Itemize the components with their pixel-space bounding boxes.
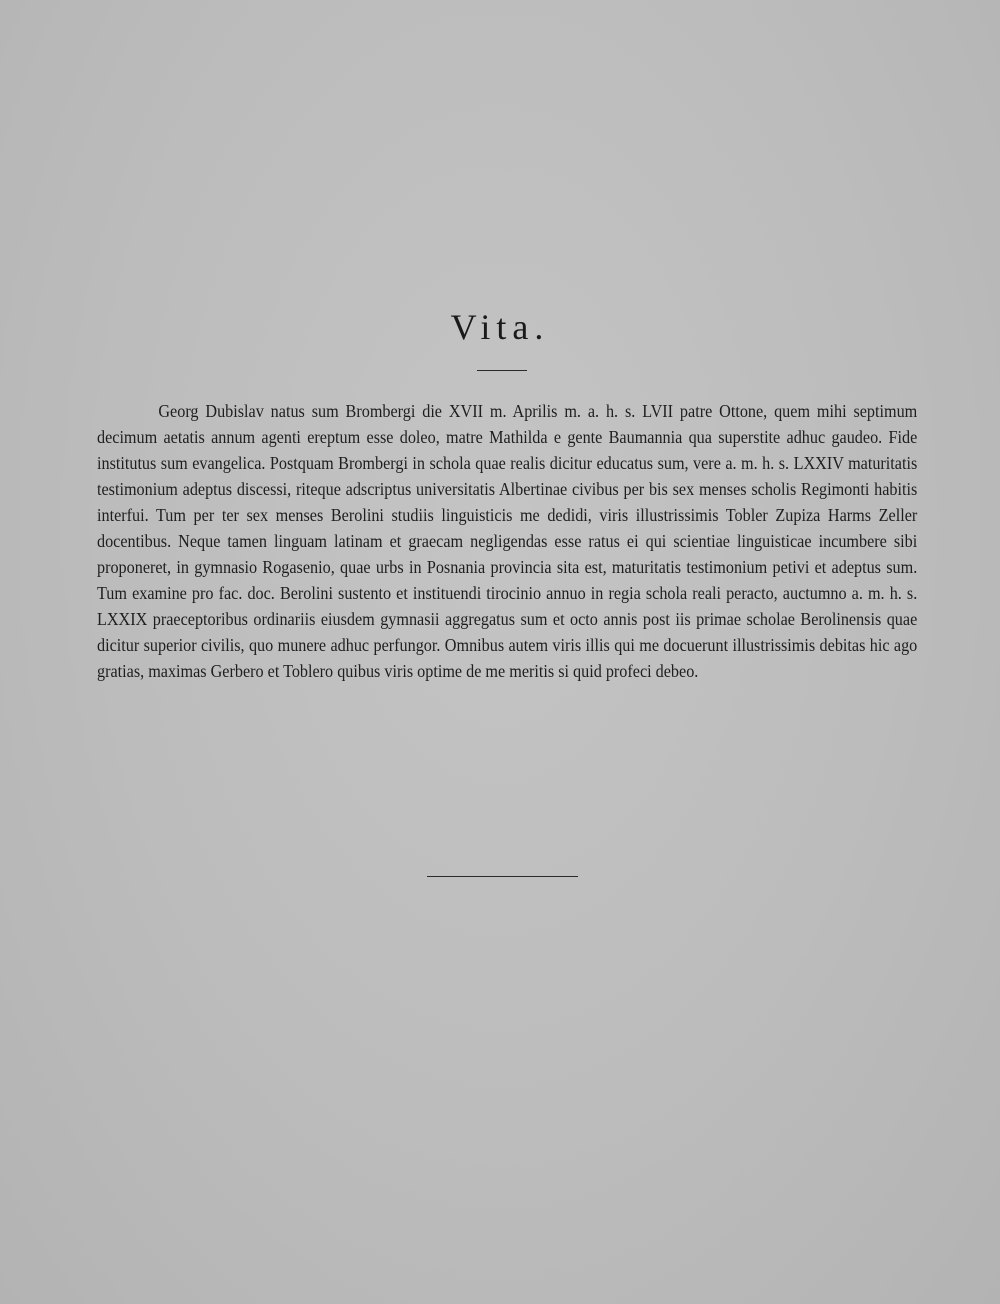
title-divider — [477, 370, 527, 371]
page-title: Vita. — [450, 307, 550, 347]
closing-divider — [427, 876, 578, 877]
vita-paragraph: Georg Dubislav natus sum Brombergi die XVII m. Aprilis m. a. h. s. LVII patre Ottone, quem mihi septimum decimum aetatis annum agenti ereptum esse doleo, matre Mathilda e gente Baumannia qua superstite adhuc gaudeo. Fide institutus sum evangelica. Postquam Brombergi in schola quae realis dicitur educatus sum, vere a. m. h. s. LXXIV maturitatis testimonium adeptus discessi, riteque adscriptus universitatis Albertinae civibus per bis sex menses scholis Regimonti habitis interfui. Tum per ter sex menses Berolini studiis linguisticis me dedidi, viris illustrissimis Tobler Zupiza Harms Zeller docentibus. Neque tamen linguam latinam et graecam negligendas esse ratus ei qui scientiae linguisticae incumbere sibi proponeret, in gymnasio Rogasenio, quae urbs in Posnania provincia sita est, maturitatis testimonium petivi et adeptus sum. Tum examine pro fac. doc. Berolini sustento et instituendi tirocinio annuo in regia schola reali peracto, auctumno a. m. h. s. LXXIX praeceptoribus ordinariis eiusdem gymnasii aggregatus sum et octo annis post iis primae scholae Berolinensis quae dicitur superior civilis, quo munere adhuc perfungor. Omnibus autem viris illis qui me docuerunt illustrissimis debitas hic ago gratias, maximas Gerbero et Toblero quibus viris optime de me meritis si quid profeci debeo. — [97, 401, 918, 681]
